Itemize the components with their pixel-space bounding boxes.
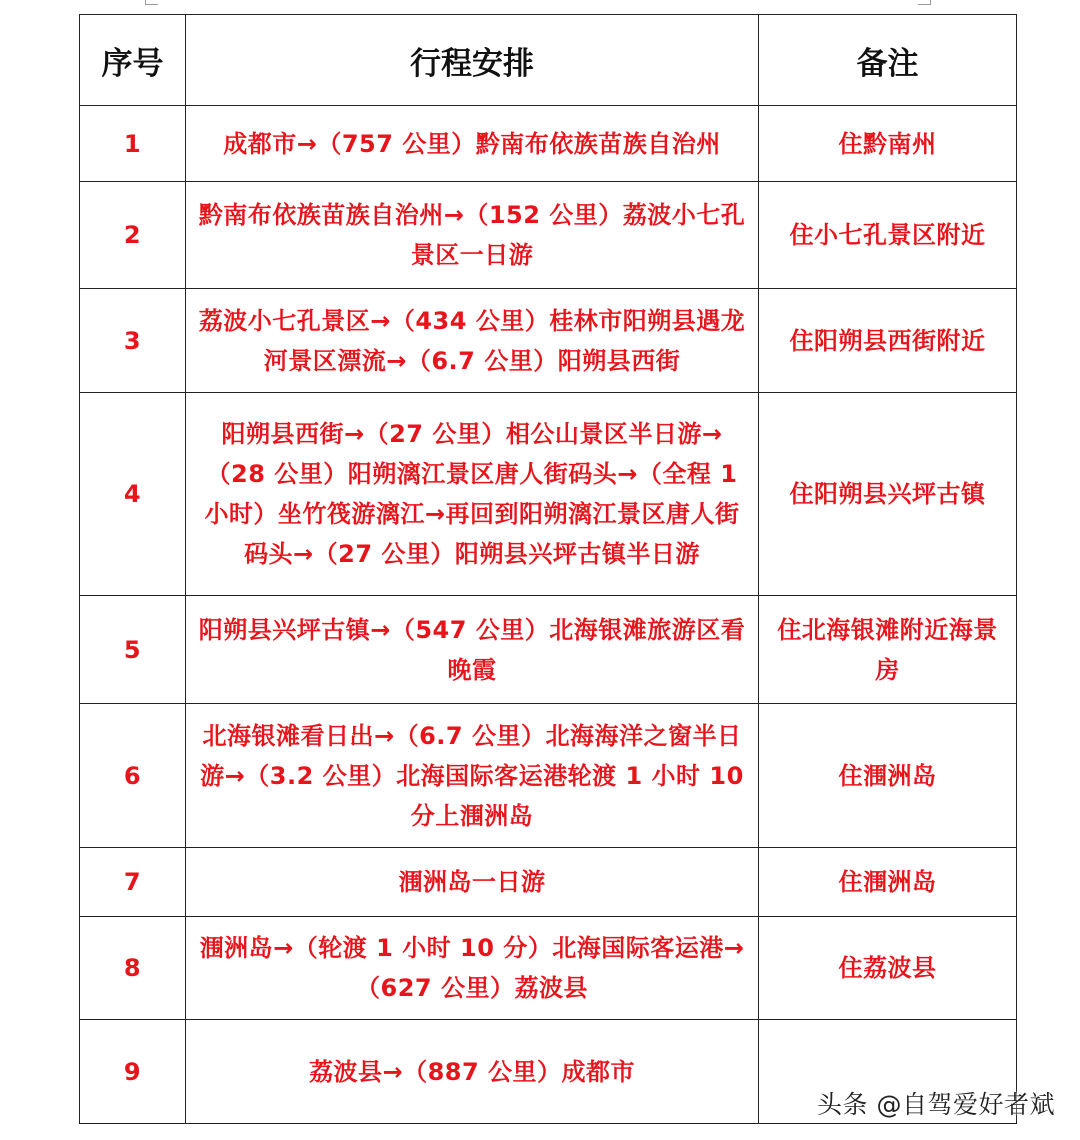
table-row — [80, 182, 1017, 289]
header-schedule: 行程安排 — [186, 15, 759, 106]
table-row — [80, 289, 1017, 393]
row-schedule: 北海银滩看日出→（6.7 公里）北海海洋之窗半日游→（3.2 公里）北海国际客运港轮渡 1 小时 10 分上涠洲岛 — [186, 704, 759, 848]
table-row — [80, 106, 1017, 182]
row-schedule: 涠洲岛一日游 — [186, 848, 759, 917]
row-notes: 住北海银滩附近海景房 — [759, 596, 1017, 704]
itinerary-table — [79, 14, 1017, 1124]
table-header-row — [80, 15, 1017, 106]
row-schedule: 阳朔县西街→（27 公里）相公山景区半日游→（28 公里）阳朔漓江景区唐人街码头→（全程 1 小时）坐竹筏游漓江→再回到阳朔漓江景区唐人街码头→（27 公里）阳朔县兴坪古镇半日游 — [186, 393, 759, 596]
table-row — [80, 848, 1017, 917]
row-number: 5 — [80, 596, 186, 704]
header-number: 序号 — [80, 15, 186, 106]
page-corner-mark-right — [918, 0, 931, 5]
table-row — [80, 596, 1017, 704]
row-number: 6 — [80, 704, 186, 848]
header-notes: 备注 — [759, 15, 1017, 106]
row-number: 2 — [80, 182, 186, 289]
row-notes: 住小七孔景区附近 — [759, 182, 1017, 289]
table-row — [80, 393, 1017, 596]
watermark: 头条 @自驾爱好者斌 — [817, 1090, 1055, 1119]
table-row — [80, 917, 1017, 1020]
row-schedule: 荔波小七孔景区→（434 公里）桂林市阳朔县遇龙河景区漂流→（6.7 公里）阳朔县西街 — [186, 289, 759, 393]
row-number: 9 — [80, 1020, 186, 1124]
row-number: 4 — [80, 393, 186, 596]
row-notes: 住黔南州 — [759, 106, 1017, 182]
row-schedule: 阳朔县兴坪古镇→（547 公里）北海银滩旅游区看晚霞 — [186, 596, 759, 704]
row-number: 3 — [80, 289, 186, 393]
row-number: 1 — [80, 106, 186, 182]
row-schedule: 荔波县→（887 公里）成都市 — [186, 1020, 759, 1124]
row-schedule: 黔南布依族苗族自治州→（152 公里）荔波小七孔景区一日游 — [186, 182, 759, 289]
row-schedule: 成都市→（757 公里）黔南布依族苗族自治州 — [186, 106, 759, 182]
row-schedule: 涠洲岛→（轮渡 1 小时 10 分）北海国际客运港→（627 公里）荔波县 — [186, 917, 759, 1020]
row-notes: 住涠洲岛 — [759, 848, 1017, 917]
row-notes: 住荔波县 — [759, 917, 1017, 1020]
row-notes: 住阳朔县西街附近 — [759, 289, 1017, 393]
row-notes: 住涠洲岛 — [759, 704, 1017, 848]
row-number: 8 — [80, 917, 186, 1020]
page-corner-mark-left — [145, 0, 158, 5]
row-number: 7 — [80, 848, 186, 917]
table-row — [80, 704, 1017, 848]
row-notes: 住阳朔县兴坪古镇 — [759, 393, 1017, 596]
